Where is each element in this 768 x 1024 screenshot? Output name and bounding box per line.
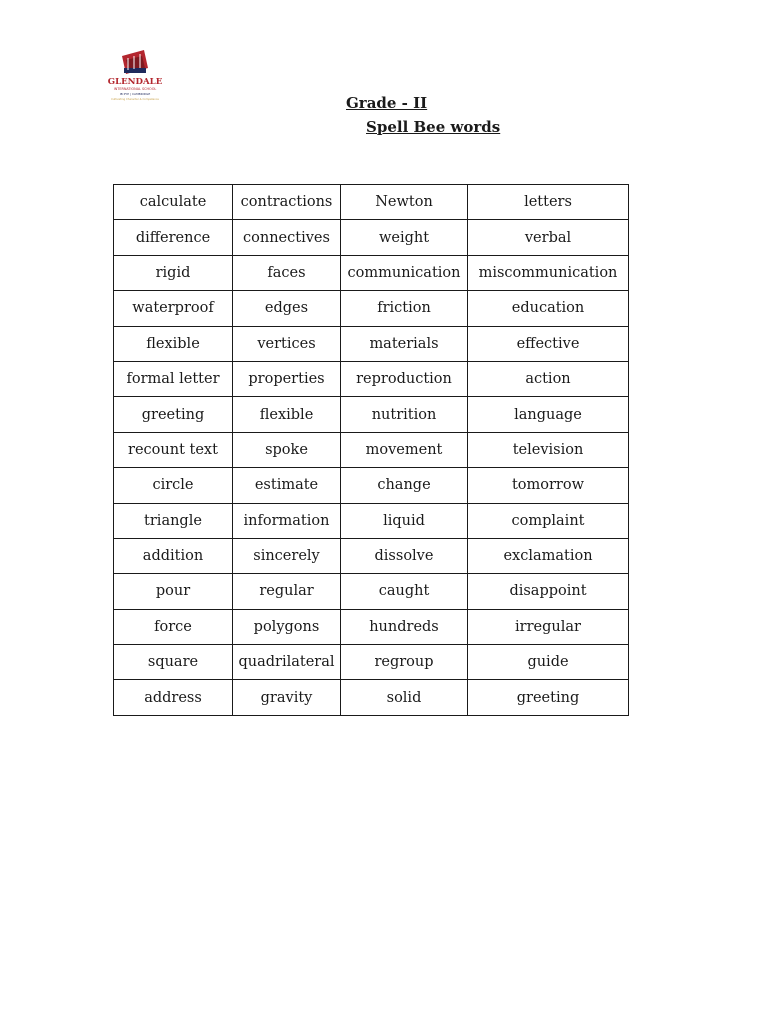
word-cell: hundreds: [341, 609, 468, 644]
word-cell: tomorrow: [468, 468, 629, 503]
table-row: [114, 574, 629, 609]
word-cell: movement: [341, 432, 468, 467]
word-cell: effective: [468, 326, 629, 361]
school-logo-graphic: [104, 46, 166, 108]
word-cell: properties: [233, 361, 341, 396]
word-cell: greeting: [468, 680, 629, 715]
word-cell: Newton: [341, 185, 468, 220]
word-cell: estimate: [233, 468, 341, 503]
school-logo: [104, 46, 166, 108]
table-row: [114, 680, 629, 715]
table-row: [114, 538, 629, 573]
word-cell: contractions: [233, 185, 341, 220]
table-row: [114, 468, 629, 503]
word-table-body: [114, 185, 629, 716]
word-cell: flexible: [114, 326, 233, 361]
word-cell: spoke: [233, 432, 341, 467]
word-cell: addition: [114, 538, 233, 573]
word-cell: friction: [341, 291, 468, 326]
word-cell: greeting: [114, 397, 233, 432]
word-cell: connectives: [233, 220, 341, 255]
word-cell: force: [114, 609, 233, 644]
word-cell: caught: [341, 574, 468, 609]
word-cell: miscommunication: [468, 255, 629, 290]
word-cell: sincerely: [233, 538, 341, 573]
word-cell: solid: [341, 680, 468, 715]
word-cell: language: [468, 397, 629, 432]
word-cell: faces: [233, 255, 341, 290]
word-cell: formal letter: [114, 361, 233, 396]
table-row: [114, 255, 629, 290]
word-cell: edges: [233, 291, 341, 326]
word-cell: quadrilateral: [233, 645, 341, 680]
svg-text:INTERNATIONAL SCHOOL: INTERNATIONAL SCHOOL: [113, 87, 157, 91]
word-cell: action: [468, 361, 629, 396]
word-cell: dissolve: [341, 538, 468, 573]
table-row: [114, 220, 629, 255]
word-cell: irregular: [468, 609, 629, 644]
spell-bee-subtitle: Spell Bee words: [366, 118, 501, 136]
table-row: [114, 361, 629, 396]
word-cell: calculate: [114, 185, 233, 220]
word-cell: gravity: [233, 680, 341, 715]
word-cell: regroup: [341, 645, 468, 680]
word-cell: information: [233, 503, 341, 538]
word-cell: guide: [468, 645, 629, 680]
word-cell: liquid: [341, 503, 468, 538]
svg-text:Cultivating Character & Compet: Cultivating Character & Competence: [111, 98, 159, 101]
word-cell: rigid: [114, 255, 233, 290]
word-cell: triangle: [114, 503, 233, 538]
word-cell: waterproof: [114, 291, 233, 326]
crest-icon: [122, 50, 148, 74]
word-cell: exclamation: [468, 538, 629, 573]
word-cell: change: [341, 468, 468, 503]
table-row: [114, 645, 629, 680]
word-cell: communication: [341, 255, 468, 290]
word-cell: weight: [341, 220, 468, 255]
word-cell: difference: [114, 220, 233, 255]
spell-bee-word-table: [113, 184, 629, 716]
table-row: [114, 291, 629, 326]
word-cell: complaint: [468, 503, 629, 538]
table-row: [114, 503, 629, 538]
word-cell: regular: [233, 574, 341, 609]
word-cell: television: [468, 432, 629, 467]
svg-text:GLENDALE: GLENDALE: [107, 77, 163, 87]
word-cell: vertices: [233, 326, 341, 361]
table-row: [114, 185, 629, 220]
word-cell: flexible: [233, 397, 341, 432]
word-cell: letters: [468, 185, 629, 220]
word-cell: circle: [114, 468, 233, 503]
word-cell: polygons: [233, 609, 341, 644]
table-row: [114, 432, 629, 467]
word-cell: square: [114, 645, 233, 680]
word-cell: materials: [341, 326, 468, 361]
svg-text:IB PYP | CAMBRIDGE: IB PYP | CAMBRIDGE: [119, 92, 151, 96]
word-cell: pour: [114, 574, 233, 609]
word-cell: reproduction: [341, 361, 468, 396]
word-cell: education: [468, 291, 629, 326]
table-row: [114, 609, 629, 644]
word-cell: address: [114, 680, 233, 715]
word-cell: verbal: [468, 220, 629, 255]
table-row: [114, 326, 629, 361]
word-cell: nutrition: [341, 397, 468, 432]
table-row: [114, 397, 629, 432]
grade-title: Grade - II: [346, 94, 428, 112]
word-cell: disappoint: [468, 574, 629, 609]
word-cell: recount text: [114, 432, 233, 467]
